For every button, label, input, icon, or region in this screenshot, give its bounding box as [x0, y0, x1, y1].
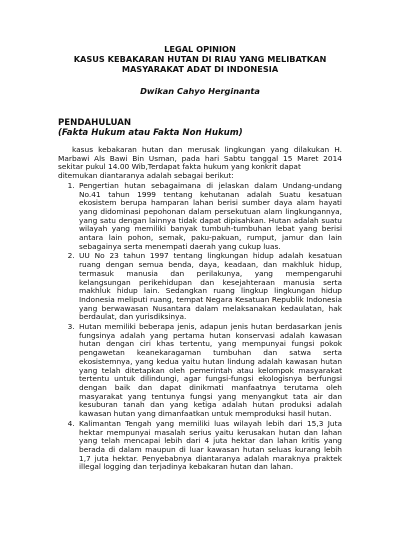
- document-title-line-2: KASUS KEBAKARAN HUTAN DI RIAU YANG MELIBATKAN: [73, 54, 327, 64]
- section-heading: PENDAHULUAN: [58, 118, 132, 128]
- document-title-line-1: LEGAL OPINION: [164, 44, 236, 54]
- intro-continuation: ditemukan diantaranya adalah sebagai berikut:: [58, 171, 234, 181]
- fact-item: 4. Kalimantan Tengah yang memiliki luas wilayah lebih dari 15,3 Juta hektar mempunyai masalah serius yaitu kerusakan hutan dan lahan yang telah mencapai lebih dari 4 juta hektar dan lahan kritis yang berada di dalam maupun di luar kawasan hutan seluas kurang lebih 1,7 juta hektar. Penyebabnya diantaranya adalah maraknya praktek illegal logging dan terjadinya kebakaran hutan dan lahan.: [77, 420, 342, 472]
- fact-item: 2. UU No 23 tahun 1997 tentang lingkungan hidup adalah kesatuan ruang dengan semua benda, daya, keadaan, dan makhluk hidup, termasuk manusia dan perilakunya, yang mempengaruhi kelangsungan perikehidupan dan kesejahteraan manusia serta makhluk hidup lain. Sedangkan ruang lingkup lingkungan hidup Indonesia meliputi ruang, tempat Negara Kesatuan Republik Indonesia yang berwawasan Nusantara dalam melaksanakan kedaulatan, hak berdaulat, dan yurisdiksinya.: [77, 252, 342, 322]
- fact-item: 3. Hutan memiliki beberapa jenis, adapun jenis hutan berdasarkan jenis fungsinya adalah yang pertama hutan konservasi adalah kawasan hutan dengan ciri khas tertentu, yang mempunyai fungsi pokok pengawetan keanekaragaman tumbuhan dan satwa serta ekosistemnya, yang kedua yaitu hutan lindung adalah kawasan hutan yang telah ditetapkan oleh pemerintah atau kelompok masyarakat tertentu untuk dilindungi, agar fungsi-fungsi ekologisnya berfungsi dengan baik dan dapat dinikmati manfaatnya terutama oleh masyarakat yang tentunya fungsi yang menyangkut tata air dan kesuburan tanah dan yang ketiga adalah hutan produksi adalah kawasan hutan yang dimanfaatkan untuk memproduksi hasil hutan.: [77, 323, 342, 419]
- intro-paragraph: kasus kebakaran hutan dan merusak lingkungan yang dilakukan H. Marbawi Als Bawi Bin Usman, pada hari Sabtu tanggal 15 Maret 2014 sekitar pukul 14.00 Wib,Terdapat fakta hukum yang konkrit dapat: [58, 145, 342, 172]
- document-title-line-3: MASYARAKAT ADAT DI INDONESIA: [121, 64, 279, 74]
- fact-item: 1. Pengertian hutan sebagaimana di jelaskan dalam Undang-undang No.41 tahun 1999 tentang kehutanan adalah Suatu kesatuan ekosistem berupa hamparan lahan berisi sumber daya alam hayati yang didominasi pepohonan dalam persekutuan alam lingkungannya, yang satu dengan lainnya tidak dapat dipisahkan. Hutan adalah suatu wilayah yang memiliki banyak tumbuh-tumbuhan lebat yang berisi antara lain pohon, semak, paku-pakuan, rumput, jamur dan lain sebagainya serta menempati daerah yang cukup luas.: [77, 182, 342, 252]
- document-author: Dwikan Cahyo Herginanta: [140, 86, 260, 96]
- fact-list: [58, 182, 342, 472]
- section-subheading: (Fakta Hukum atau Fakta Non Hukum): [58, 128, 243, 138]
